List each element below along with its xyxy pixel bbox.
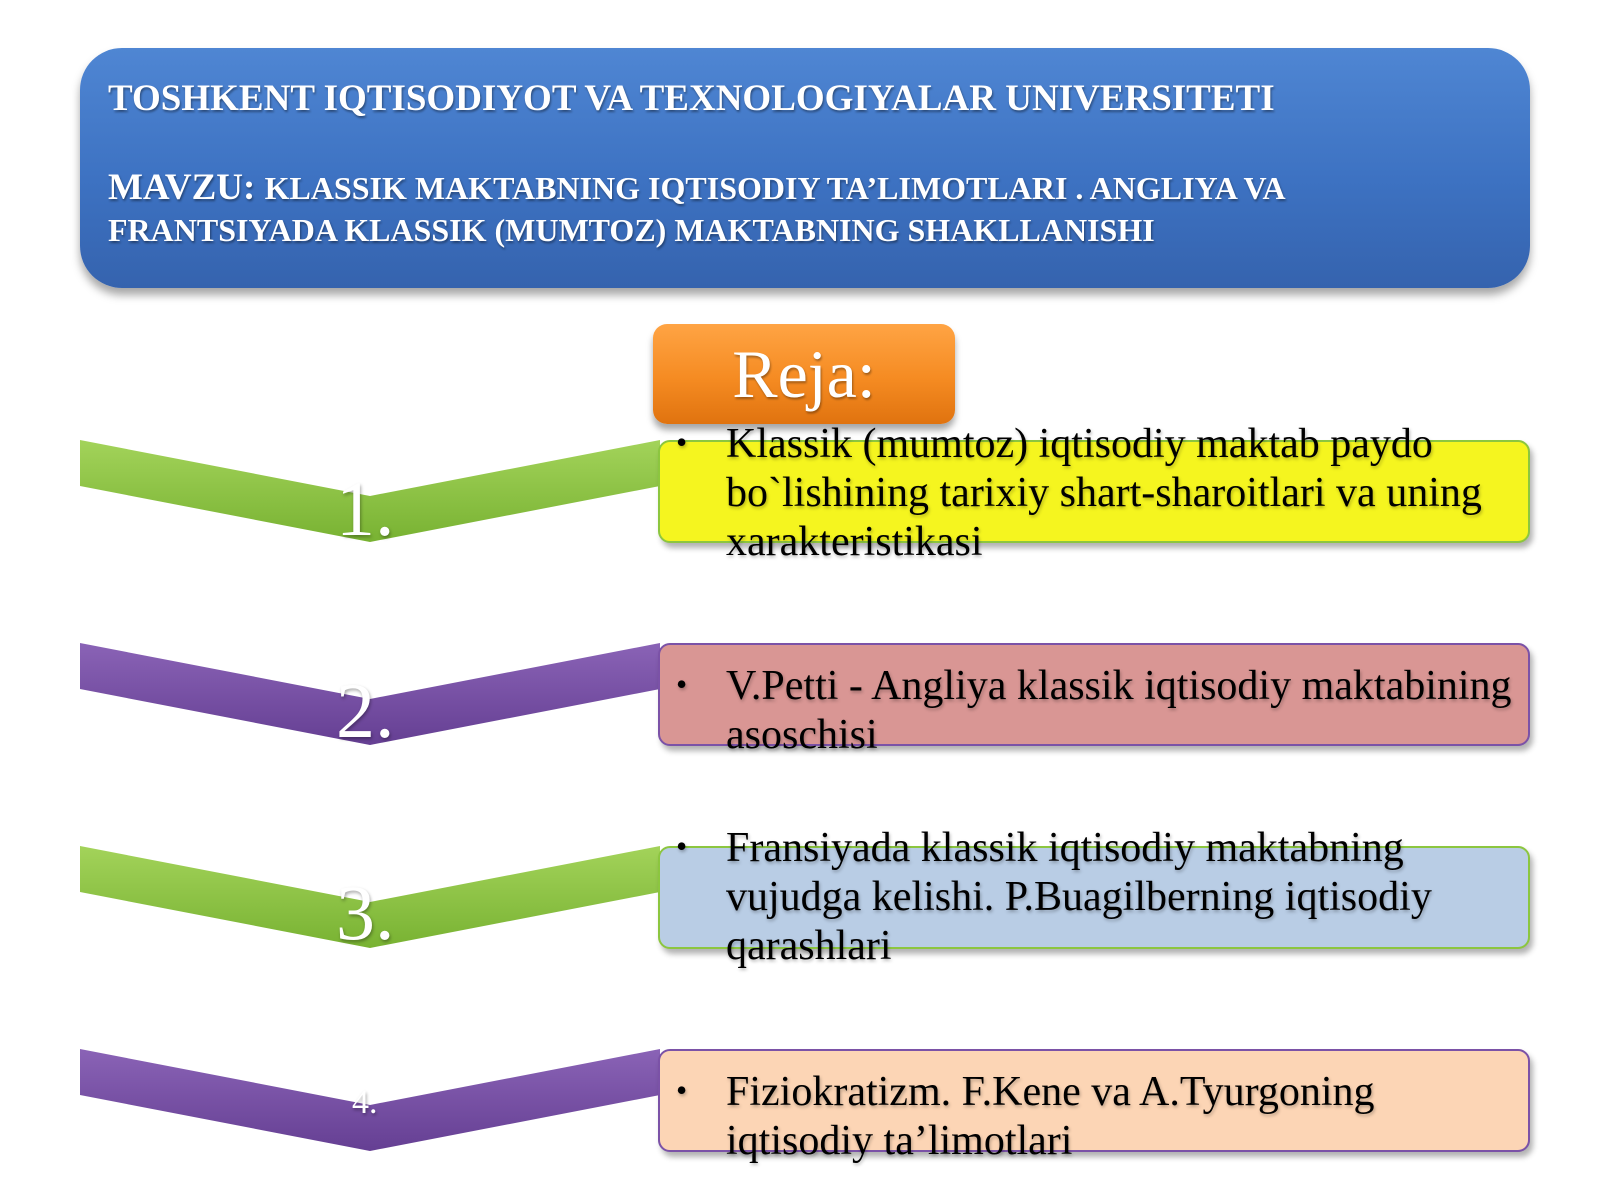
bullet-1: • bbox=[676, 424, 688, 460]
topic-text-2: FRANTSIYADA KLASSIK (MUMTOZ) MAKTABNING SHAKLLANISHI bbox=[108, 212, 1155, 248]
university-name: TOSHKENT IQTISODIYOT VA TEXNOLOGIYALAR UNIVERSITETI bbox=[108, 78, 1275, 119]
plan-item-3 bbox=[676, 824, 1516, 971]
topic-line-1 bbox=[108, 167, 1502, 209]
item-number-1: 1. bbox=[336, 465, 395, 552]
item-text-1: Klassik (mumtoz) iqtisodiy maktab paydo bo`lishining tarixiy shart-sharoitlari va uning xarakteristikasi bbox=[726, 421, 1482, 565]
topic-line-2 bbox=[108, 209, 1502, 251]
item-text-4: Fiziokratizm. F.Kene va A.Tyurgoning iqtisodiy ta’limotlari bbox=[726, 1069, 1375, 1164]
plan-item-4 bbox=[676, 1068, 1516, 1166]
plan-title: Reja: bbox=[653, 324, 955, 424]
item-number-2: 2. bbox=[336, 667, 395, 754]
bullet-2: • bbox=[676, 666, 688, 702]
topic-text-1: KLASSIK MAKTABNING IQTISODIY TA’LIMOTLARI . ANGLIYA VA bbox=[264, 170, 1286, 206]
item-number-4: 4. bbox=[352, 1084, 378, 1121]
bullet-3: • bbox=[676, 828, 688, 864]
item-number-3: 3. bbox=[336, 869, 395, 956]
bullet-4: • bbox=[676, 1072, 688, 1108]
item-text-2: V.Petti - Angliya klassik iqtisodiy maktabining asoschisi bbox=[726, 663, 1512, 758]
title-banner bbox=[80, 48, 1530, 288]
plan-item-1 bbox=[676, 420, 1516, 567]
item-text-3: Fransiyada klassik iqtisodiy maktabning vujudga kelishi. P.Buagilberning iqtisodiy qarashlari bbox=[726, 825, 1432, 969]
plan-item-2 bbox=[676, 662, 1516, 760]
topic-label: MAVZU: bbox=[108, 167, 256, 208]
